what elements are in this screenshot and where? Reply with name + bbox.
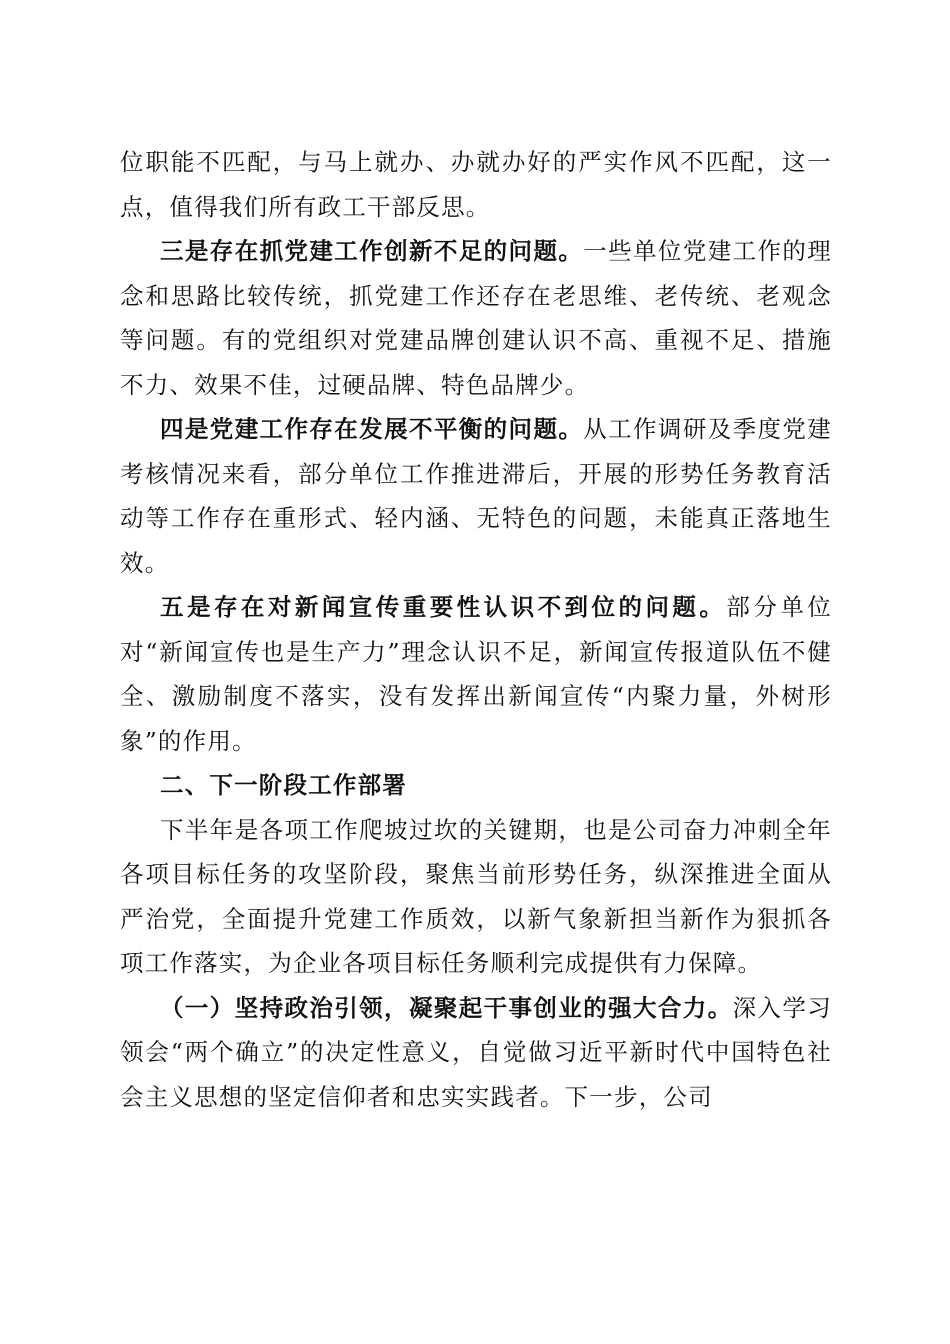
paragraph-lead: 四是党建工作存在发展不平衡的问题。 [160, 415, 584, 443]
paragraph-lead: （一）坚持政治引领，凝聚起干事创业的强大合力。 [160, 993, 733, 1022]
paragraph-text: 位职能不匹配，与马上就办、办就办好的严实作风不匹配，这一点，值得我们所有政工干部反思。 [120, 148, 832, 221]
paragraph-second-half-overview [120, 808, 832, 986]
paragraph-political-guidance [120, 986, 832, 1120]
paragraph-text: 部分单位对“新闻宣传也是生产力”理念认识不足，新闻宣传报道队伍不健全、激励制度不落实，没有发挥出新闻宣传“内聚力量，外树形象”的作用。 [120, 593, 832, 755]
paragraph-text: 从工作调研及季度党建考核情况来看，部分单位工作推进滞后，开展的形势任务教育活动等工作存在重形式、轻内涵、无特色的问题，未能真正落地生效。 [120, 415, 832, 577]
paragraph-imbalance-issue [120, 407, 832, 585]
document-body [120, 140, 832, 1119]
paragraph-publicity-issue [120, 585, 832, 763]
section-heading: 二、下一阶段工作部署 [160, 771, 407, 799]
paragraph-text: 下半年是各项工作爬坡过坎的关键期，也是公司奋力冲刺全年各项目标任务的攻坚阶段，聚焦当前形势任务，纵深推进全面从严治党，全面提升党建工作质效，以新气象新担当新作为狠抓各项工作落实，为企业各项目标任务顺利完成提供有力保障。 [120, 815, 832, 977]
paragraph-text: 一些单位党建工作的理念和思路比较传统，抓党建工作还存在老思维、老传统、老观念等问题。有的党组织对党建品牌创建认识不高、重视不足、措施不力、效果不佳，过硬品牌、特色品牌少。 [120, 237, 832, 399]
paragraph-lead: 三是存在抓党建工作创新不足的问题。 [160, 237, 584, 265]
paragraph-text: 深入学习领会“两个确立”的决定性意义，自觉做习近平新时代中国特色社会主义思想的坚定信仰者和忠实实践者。下一步，公司 [120, 993, 832, 1111]
paragraph-lead: 五是存在对新闻宣传重要性认识不到位的问题。 [160, 593, 727, 621]
paragraph-innovation-issue [120, 229, 832, 407]
paragraph-continuation [120, 140, 832, 229]
